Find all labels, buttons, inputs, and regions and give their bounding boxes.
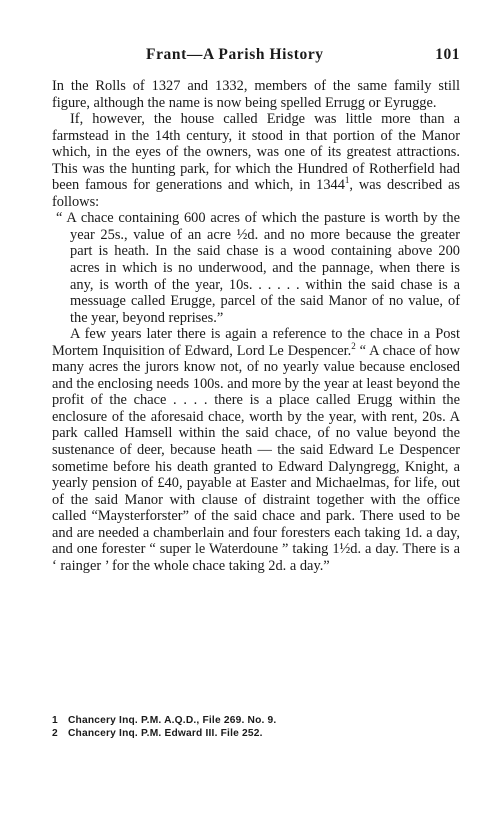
paragraph-3-text: A few years later there is again a reference to the chace in a Post Mortem Inquisition of Edward, Lord Le Despencer.	[52, 326, 460, 359]
footnotes	[52, 715, 460, 740]
main-text	[52, 78, 460, 574]
running-title: Frant—A Parish History	[146, 46, 324, 63]
paragraph-1-text: In the Rolls of 1327 and 1332, members of the same family still figure, although the name is now being spelled Errugg or Eyrugge.	[52, 78, 460, 111]
footnote-2-number: 2	[52, 727, 58, 739]
footnote-2-text: Chancery Inq. P.M. Edward III. File 252.	[68, 727, 263, 739]
footnote-1-number: 1	[52, 715, 58, 726]
footnote-marker-2: 2	[351, 340, 356, 351]
footnote-marker-1: 1	[344, 175, 350, 186]
footnote-2	[52, 728, 460, 741]
block-quote-text: “ A chace containing 600 acres of which the pasture is worth by the year 25s., value of an acre ½d. and no more because the greater part is heath. In the said chase is a wood containing above 200 acres in which is no underwood, and the pannage, when there is any, is worth of the year, 10s. . . . . . within the said chase is a messuage called Erugge, parcel of the said Manor of no value, of the year, beyond reprises.”	[56, 210, 460, 326]
page-number: 101	[435, 46, 460, 63]
running-header	[52, 46, 460, 66]
paragraph-2-text-end: , was described as follows:	[52, 177, 460, 210]
paragraph-3-text-end: “ A chace of how many acres the jurors know not, of no yearly value because enclosed and the enclosing needs 100s. and more by the year at least beyond the profit of the chace . . . . there is a place called Erugg within the enclosure of the aforesaid chace, worth by the year, with rent, 20s. A park called Hamsell within the said chace, of no value beyond the sustenance of deer, because heath — the said Edward Le Despencer sometime before his death granted to Edward Dalyngregg, Knight, a yearly pension of £40, payable at Easter and Michaelmas, for life, out of the said Manor with clause of distraint together with the office called “Maysterforster” of the said chace and park. There used to be and are needed a chamberlain and four foresters each taking 1d. a day, and one forester “ super le Waterdoune ” taking 1½d. a day. There is a ‘ rainger ’ for the whole chace taking 2d. a day.”	[52, 342, 460, 574]
block-quote	[52, 210, 460, 326]
paragraph-1	[52, 78, 460, 111]
footnote-1	[52, 715, 460, 728]
footnote-1-text: Chancery Inq. P.M. A.Q.D., File 269. No. 9.	[68, 715, 277, 726]
paragraph-2	[52, 111, 460, 210]
paragraph-2-text: If, however, the house called Eridge was little more than a farmstead in the 14th century, it stood in that portion of the Manor which, in the eyes of the owners, was one of its greatest attractions. This was the hunting park, for which the Hundred of Rotherfield had been famous for generations and which, in 1344	[52, 111, 460, 194]
paragraph-3	[52, 326, 460, 574]
